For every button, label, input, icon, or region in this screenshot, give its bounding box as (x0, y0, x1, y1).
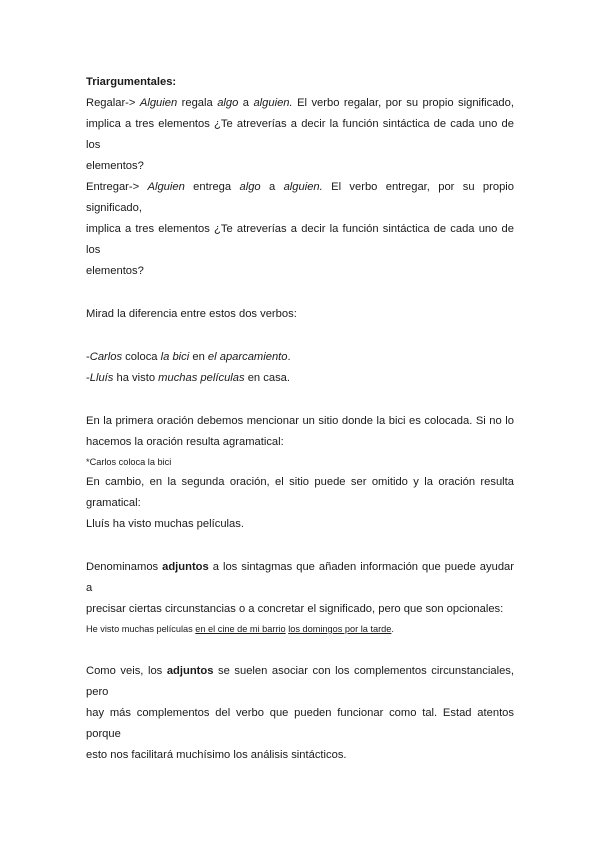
text-run: . (391, 624, 394, 634)
mirad-line: Mirad la diferencia entre estos dos verbos: (86, 308, 297, 320)
italic-run: Lluís (89, 372, 114, 384)
entregar-line-2: implica a tres elementos ¿Te atreverías a decir la función sintáctica de cada uno de los (86, 223, 514, 256)
text-run: regala (177, 97, 218, 109)
text-run: . (287, 351, 291, 363)
text-run: Como veis, los (86, 665, 167, 677)
entregar-line-1 (86, 177, 514, 219)
text-run: a (260, 181, 284, 193)
text-run: - (86, 372, 90, 384)
italic-run: Alguien (147, 181, 185, 193)
entregar-line-3: elementos? (86, 265, 144, 277)
bold-run: adjuntos (162, 561, 209, 573)
spacer (86, 325, 514, 347)
text-run: He visto muchas películas (86, 624, 196, 634)
text-run: El verbo regalar, por su propio significado, (292, 97, 514, 109)
underlined-run: los domingos por la tarde (288, 624, 392, 634)
spacer (86, 282, 514, 304)
text-run: ha visto (113, 372, 159, 384)
p1-example: *Carlos coloca la bici (86, 457, 172, 467)
bold-run: adjuntos (166, 665, 214, 677)
text-run: entrega (184, 181, 240, 193)
italic-run: algo (217, 97, 239, 109)
p1-line-3: En cambio, en la segunda oración, el sitio puede ser omitido y la oración resulta (86, 476, 514, 488)
p1-line-4: gramatical: (86, 497, 141, 509)
p1-line-5: Lluís ha visto muchas películas. (86, 518, 244, 530)
example-1 (86, 347, 514, 368)
p3-line-3: esto nos facilitará muchísimo los análisis sintácticos. (86, 749, 347, 761)
text-run: en (189, 351, 208, 363)
p2-line-2: precisar ciertas circunstancias o a concretar el significado, pero que son opcionales: (86, 603, 504, 615)
regalar-line-2: implica a tres elementos ¿Te atreverías a decir la función sintáctica de cada uno de los (86, 118, 514, 151)
p1-line-2: hacemos la oración resulta agramatical: (86, 436, 284, 448)
p2-example (86, 620, 514, 639)
italic-run: algo (239, 181, 261, 193)
p3-line-1 (86, 661, 514, 703)
text-run: a los sintagmas que añaden información que puede ayudar a (86, 561, 514, 594)
p1-line-1: En la primera oración debemos mencionar un sitio donde la bici es colocada. Si no lo (86, 415, 514, 427)
italic-run: Alguien (139, 97, 178, 109)
example-2 (86, 368, 514, 389)
text-run: a (238, 97, 254, 109)
text-run: El verbo entregar, por su propio significado, (86, 181, 514, 214)
italic-run: muchas películas (158, 372, 245, 384)
text-run: se suelen asociar con los complementos circunstanciales, pero (86, 665, 514, 698)
text-run: Entregar-> (86, 181, 148, 193)
p3-line-2: hay más complementos del verbo que pueden funcionar como tal. Estad atentos porque (86, 707, 514, 740)
italic-run: el aparcamiento (207, 351, 288, 363)
regalar-line-3: elementos? (86, 160, 144, 172)
text-run: coloca (122, 351, 161, 363)
section-heading: Triargumentales: (86, 76, 177, 88)
spacer (86, 389, 514, 411)
italic-run: alguien. (253, 97, 293, 109)
italic-run: alguien. (283, 181, 323, 193)
text-run: en casa. (244, 372, 290, 384)
text-run: Denominamos (86, 561, 163, 573)
spacer (86, 535, 514, 557)
spacer (86, 639, 514, 661)
italic-run: la bici (160, 351, 190, 363)
regalar-line-1 (86, 93, 514, 114)
text-run: - (86, 351, 90, 363)
text-run: Regalar-> (86, 97, 140, 109)
italic-run: Carlos (89, 351, 123, 363)
document-body (86, 72, 514, 766)
p2-line-1 (86, 557, 514, 599)
underlined-run: en el cine de mi barrio (195, 624, 286, 634)
